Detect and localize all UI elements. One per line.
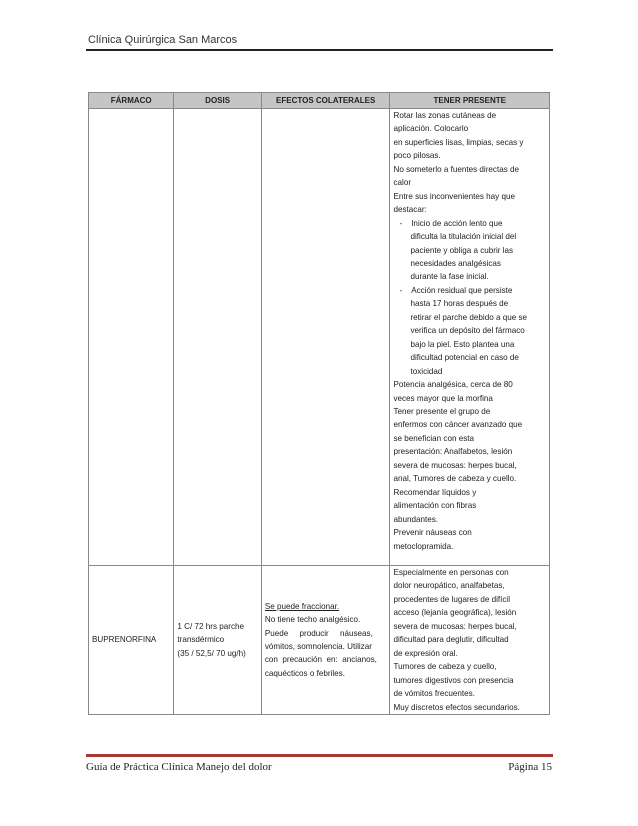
- drug-name: BUPRENORFINA: [92, 635, 157, 645]
- text-line: dificultad para deglutir, dificultad: [393, 635, 509, 645]
- bullet-text: Inicio de acción lento que: [411, 218, 503, 228]
- page-header-title: Clínica Quirúrgica San Marcos: [88, 34, 238, 46]
- text-line: veces mayor que la morfina: [393, 393, 493, 403]
- bullet-text: Acción residual que persiste: [411, 285, 513, 295]
- cell-tener-presente: [390, 109, 550, 566]
- text-line: poco pilosas.: [393, 151, 441, 161]
- dose-line: 1 C/ 72 hrs parche: [177, 621, 244, 631]
- footer-document-title: Guía de Práctica Clínica Manejo del dolor: [86, 761, 272, 773]
- dose-line: (35 / 52,5/ 70 ug/h): [177, 648, 246, 658]
- footer-page-number: Página 15: [508, 761, 552, 773]
- dose-line: transdérmico: [177, 635, 225, 645]
- text-line: se benefician con esta: [393, 433, 475, 443]
- table-row: [89, 566, 550, 715]
- text-line: Tener presente el grupo de: [393, 406, 491, 416]
- cell-dosis-empty: [174, 109, 261, 566]
- text-line: procedentes de lugares de difícil: [393, 594, 511, 604]
- cell-dosis: [174, 566, 261, 715]
- footer-divider: [86, 754, 553, 757]
- underlined-note: Se puede fraccionar.: [264, 601, 340, 611]
- text-line: dificulta la titulación inicial del: [410, 232, 517, 242]
- text-line: dolor neuropático, analfabetas,: [393, 581, 505, 591]
- text-line: hasta 17 horas después de: [410, 299, 509, 309]
- text-line: caquécticos o febriles.: [264, 668, 345, 678]
- text-line: alimentación con fibras: [393, 501, 477, 511]
- text-line: retirar el parche debido a que se: [410, 312, 528, 322]
- text-line: con precaución en: ancianos,: [264, 655, 377, 665]
- text-line: vómitos, somnolencia. Utilizar: [264, 641, 372, 651]
- text-line: Especialmente en personas con: [393, 568, 509, 577]
- drug-table: [88, 92, 550, 715]
- text-line: toxicidad: [410, 366, 443, 376]
- text-line: acceso (lejanía geográfica), lesión: [393, 608, 517, 618]
- header-divider: [86, 49, 553, 51]
- text-line: destacar:: [393, 205, 427, 215]
- text-line: No tiene techo analgésico.: [264, 615, 361, 625]
- cell-efectos: [261, 566, 390, 715]
- cell-farmaco: [89, 566, 174, 715]
- text-line: Prevenir náuseas con: [393, 528, 472, 538]
- text-line: abundantes.: [393, 514, 439, 524]
- text-line: metoclopramida.: [393, 541, 454, 551]
- cell-efectos-empty: [261, 109, 390, 566]
- text-line: durante la fase inicial.: [410, 272, 489, 282]
- text-line: Recomendar líquidos y: [393, 487, 477, 497]
- text-line: de expresión oral.: [393, 648, 458, 658]
- text-line: presentación: Analfabetos, lesión: [393, 447, 513, 457]
- text-line: paciente y obliga a cubrir las: [410, 245, 514, 255]
- table-header-row: [89, 93, 550, 109]
- text-line: enfermos con cáncer avanzado que: [393, 420, 523, 430]
- text-line: anal, Tumores de cabeza y cuello.: [393, 474, 517, 484]
- text-line: Entre sus inconvenientes hay que: [393, 191, 515, 201]
- text-line: en superficies lisas, limpias, secas y: [393, 137, 524, 147]
- table-row: [89, 109, 550, 566]
- cell-tener-presente: [390, 566, 550, 715]
- text-line: Rotar las zonas cutáneas de: [393, 111, 497, 120]
- text-line: Tumores de cabeza y cuello,: [393, 662, 497, 672]
- text-line: Puede producir náuseas,: [264, 628, 373, 638]
- cell-farmaco-empty: [89, 109, 174, 566]
- text-line: tumores digestivos con presencia: [393, 675, 514, 685]
- text-line: severa de mucosas: herpes bucal,: [393, 621, 517, 631]
- bullet-item: - Inicio de acción lento que: [399, 218, 503, 228]
- text-line: verifica un depósito del fármaco: [410, 326, 525, 336]
- text-line: Potencia analgésica, cerca de 80: [393, 380, 513, 390]
- bullet-item: - Acción residual que persiste: [399, 285, 513, 295]
- column-header-farmaco: FÁRMACO: [89, 93, 174, 109]
- text-line: aplicación. Colocarlo: [393, 124, 469, 134]
- text-line: de vómitos frecuentes.: [393, 689, 475, 699]
- text-line: bajo la piel. Esto plantea una: [410, 339, 515, 349]
- text-line: necesidades analgésicas: [410, 258, 501, 268]
- column-header-efectos: EFECTOS COLATERALES: [261, 93, 390, 109]
- text-line: severa de mucosas: herpes bucal,: [393, 460, 517, 470]
- text-line: No someterlo a fuentes directas de: [393, 164, 520, 174]
- column-header-tener-presente: TENER PRESENTE: [390, 93, 550, 109]
- text-line: dificultad potencial en caso de: [410, 353, 519, 363]
- text-line: Muy discretos efectos secundarios.: [393, 702, 520, 712]
- column-header-dosis: DOSIS: [174, 93, 261, 109]
- text-line: calor: [393, 178, 412, 188]
